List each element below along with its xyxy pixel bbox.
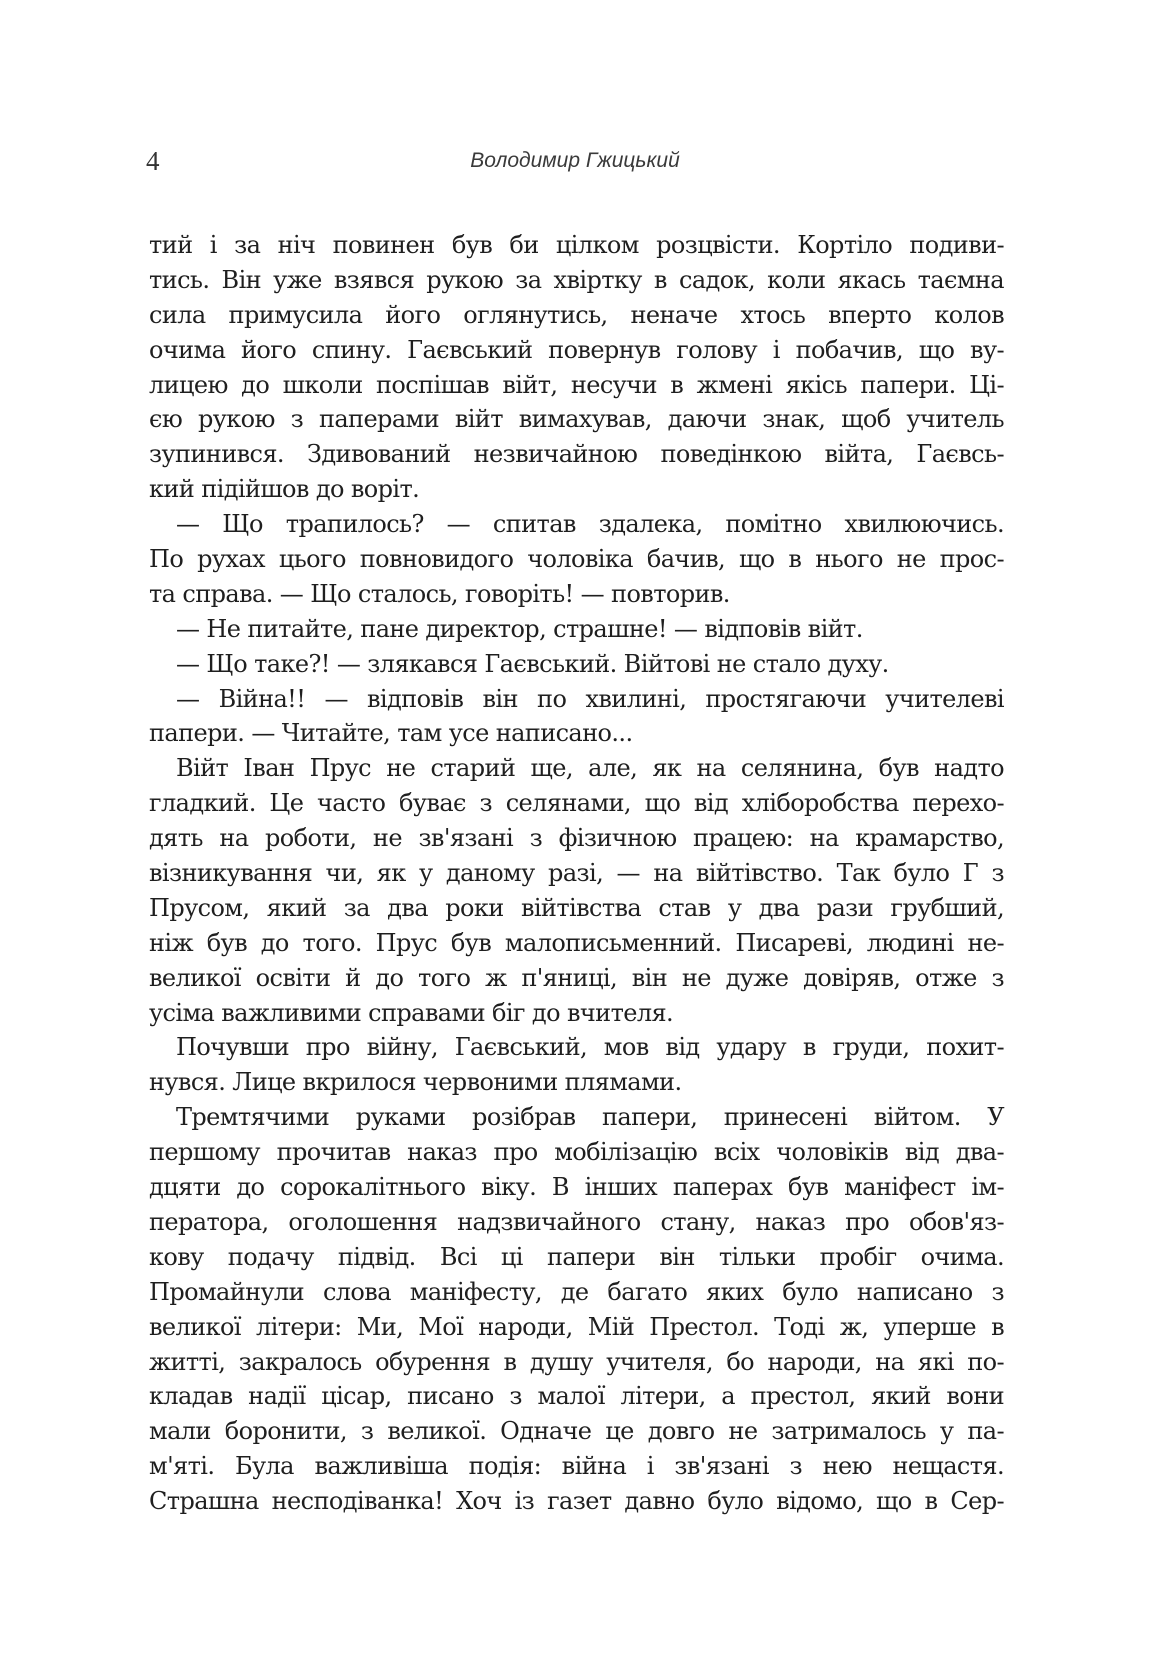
text-line: папери. — Читайте, там усе написано... bbox=[149, 719, 633, 748]
text-line: мали боронити, з великої. Одначе це довго не затрималось у па- bbox=[149, 1417, 1004, 1446]
text-line: ператора, оголошення надзвичайного стану, наказ про обов'яз- bbox=[149, 1207, 1004, 1236]
text-line: По рухах цього повновидого чоловіка бачив, що в нього не прос- bbox=[149, 545, 1004, 574]
text-line: кий підійшов до воріт. bbox=[149, 475, 420, 504]
text-line: кладав надії цісар, писано з малої літери, а престол, який вони bbox=[149, 1382, 1004, 1411]
page-number: 4 bbox=[146, 146, 160, 176]
text-line: усіма важливими справами біг до вчителя. bbox=[149, 998, 674, 1027]
page-header bbox=[146, 144, 1004, 178]
text-line: Промайнули слова маніфесту, де багато яких було написано з bbox=[149, 1277, 1004, 1306]
text-line: дять на роботи, не зв'язані з фізичною працею: на крамарство, bbox=[149, 824, 1004, 853]
text-line: гладкий. Це часто буває з селянами, що від хліборобства перехо- bbox=[149, 789, 1004, 818]
text-line: великої літери: Ми, Мої народи, Мій Престол. Тоді ж, уперше в bbox=[149, 1312, 1004, 1341]
text-line: Страшна несподіванка! Хоч із газет давно було відомо, що в Сер- bbox=[149, 1487, 1004, 1516]
text-line: Прусом, який за два роки війтівства став у два рази грубший, bbox=[149, 893, 1004, 922]
text-line: Тремтячими руками розібрав папери, принесені війтом. У bbox=[176, 1103, 1004, 1132]
text-line: сила примусила його оглянутись, неначе хтось вперто колов bbox=[149, 300, 1004, 329]
text-line: нувся. Лице вкрилося червоними плямами. bbox=[149, 1068, 682, 1097]
body-text bbox=[149, 228, 1004, 1519]
text-line: першому прочитав наказ про мобілізацію всіх чоловіків від два- bbox=[149, 1138, 1004, 1167]
text-line: єю рукою з паперами війт вимахував, даючи знак, щоб учитель bbox=[149, 405, 1004, 434]
text-line: ніж був до того. Прус був малописьменний. Писареві, людині не- bbox=[149, 928, 1004, 957]
text-line: тись. Він уже взявся рукою за хвіртку в садок, коли якась таємна bbox=[149, 265, 1004, 294]
text-line: та справа. — Що сталось, говоріть! — повторив. bbox=[149, 579, 730, 608]
text-line: лицею до школи поспішав війт, несучи в жмені якісь папери. Ці- bbox=[149, 370, 1004, 399]
text-line: — Що трапилось? — спитав здалека, помітно хвилюючись. bbox=[176, 510, 1004, 539]
text-line: м'яті. Була важливіша подія: війна і зв'язані з нею нещастя. bbox=[149, 1452, 1004, 1481]
text-line: Війт Іван Прус не старий ще, але, як на селянина, був надто bbox=[176, 754, 1004, 783]
text-line: дцяти до сорокалітнього віку. В інших паперах був маніфест ім- bbox=[149, 1173, 1004, 1202]
text-line: очима його спину. Гаєвський повернув голову і побачив, що ву- bbox=[149, 335, 1004, 364]
text-line: — Війна!! — відповів він по хвилині, простягаючи учителеві bbox=[176, 684, 1004, 713]
running-head-author: Володимир Гжицький bbox=[470, 149, 680, 172]
text-line: візникування чи, як у даному разі, — на війтівство. Так було Г з bbox=[149, 859, 1004, 888]
text-line: великої освіти й до того ж п'яниці, він не дуже довіряв, отже з bbox=[149, 963, 1004, 992]
text-line: — Що таке?! — злякався Гаєвський. Війтові не стало духу. bbox=[176, 649, 889, 678]
text-line: — Не питайте, пане директор, страшне! — відповів війт. bbox=[176, 614, 863, 643]
text-line: кову подачу підвід. Всі ці папери він тільки пробіг очима. bbox=[149, 1242, 1004, 1271]
text-line: зупинився. Здивований незвичайною поведінкою війта, Гаєвсь- bbox=[149, 440, 1004, 469]
text-line: тий і за ніч повинен був би цілком розцвісти. Кортіло подиви- bbox=[149, 231, 1004, 259]
text-line: житті, закралось обурення в душу учителя, бо народи, на які по- bbox=[149, 1347, 1004, 1376]
text-line: Почувши про війну, Гаєвський, мов від удару в груди, похит- bbox=[176, 1033, 1004, 1062]
